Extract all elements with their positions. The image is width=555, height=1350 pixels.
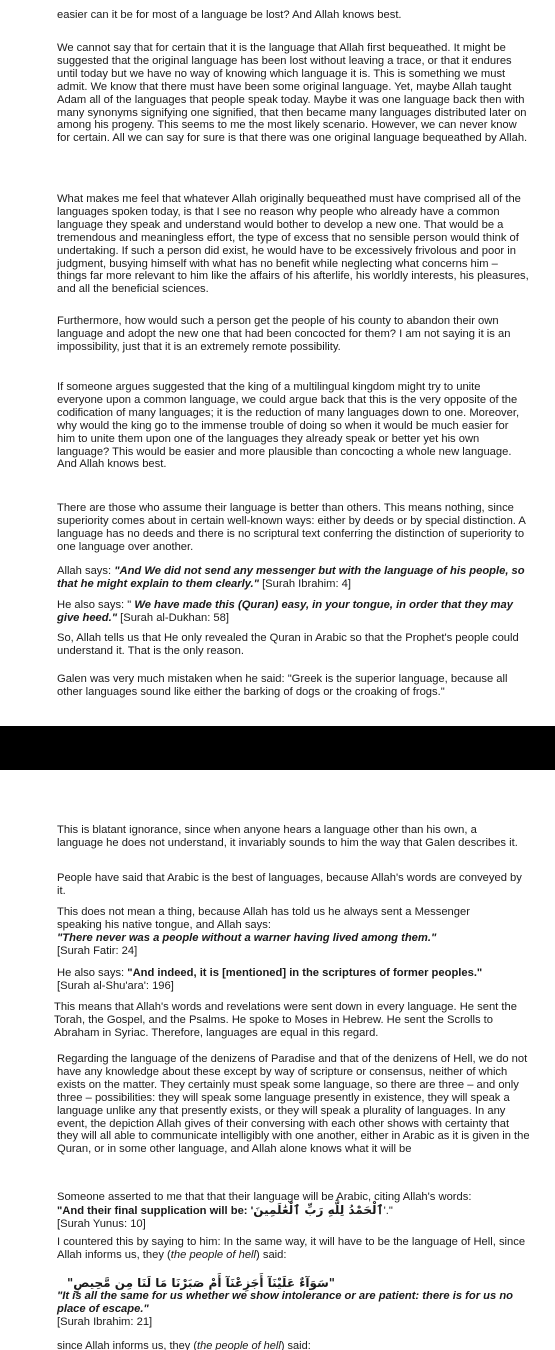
quote-reference: [Surah al-Dukhan: 58] <box>117 611 229 624</box>
reference-ibrahim: [Surah Ibrahim: 21] <box>57 1315 153 1328</box>
reference-shuara: [Surah al-Shu'ara': 196] <box>57 979 174 992</box>
paragraph-intro: I countered this by saying to him: In the same way, it will have to be the language of Hell, since Allah informs us, they ( <box>57 1236 526 1261</box>
paragraph-language-lost: easier can it be for most of a language be lost? And Allah knows best. <box>57 9 402 21</box>
cut-off-text: since Allah informs us, they ( <box>57 1340 198 1350</box>
paragraph-revelations-every-language: This means that Allah's words and revelations were sent down in every language. He sent the Torah, the Gospel, and the Psalms. He spoke to Moses in Hebrew. He sent the Scrolls to Abraham in Syriac. Therefore, languages are equal in this regard. <box>54 1001 517 1039</box>
paragraph-intro: This does not mean a thing, because Allah has told us he always sent a Messenger speaking his native tongue, and Allah says: <box>57 906 470 931</box>
paragraph-end: ) said: <box>256 1248 287 1261</box>
quote-reference: [Surah Ibrahim: 4] <box>258 577 351 590</box>
paragraph-all-languages: What makes me feel that whatever Allah originally bequeathed must have comprised all of the languages spoken today, is that I see no reason why people who already have a common language they speak and understand would bother to develop a new one. That would be a tremendous and meaningless effort, the type of excess that no sensible person would think of undertaking. If such a person did exist, he would have to be excessively frivolous and poor in judgment, busying himself with what has no benefit while neglecting what concerns him – things far more relevant to him like the affairs of his afterlife, his worldly interests, his pleasures, and all the beneficial sciences. <box>57 193 529 296</box>
quote-text: "And their final supplication will be: ' <box>57 1204 254 1217</box>
paragraph-allah-says-ibrahim-4 <box>57 565 529 591</box>
paragraph-original-language: We cannot say that for certain that it is the language that Allah first bequeathed. It might be suggested that the original language has been lost without leaving a trace, or that it endures until today but we have no way of knowing which language it is. This is something we must admit. We know that there must have been some original language. Yet, maybe Allah taught Adam all of the languages that people speak today. Maybe it was one language back then with many synonyms signifying one signified, that then became many languages distributed later on among his progeny. This seems to me the most likely scenario. However, we can never know for certain. All we can say for sure is that there was one original language bequeathed by Allah. <box>57 42 528 145</box>
arabic-verse-ibrahim: "سَوَآءٌ عَلَيْنَآ أَجَزِعْنَآ أَمْ صَبَرْنَا مَا لَنَا مِن مَّحِيصٍ" <box>67 1276 336 1290</box>
cut-off-line <box>57 1340 529 1350</box>
paragraph-intro: Someone asserted to me that that their language will be Arabic, citing Allah's words: <box>57 1191 472 1203</box>
quote-ibrahim: "It is all the same for us whether we show intolerance or are patient: there is for us no place of escape." <box>57 1289 514 1315</box>
cut-off-end: ) said: <box>280 1340 311 1350</box>
paragraph-dukhan-58 <box>57 599 529 625</box>
paragraph-arabic-paradise <box>57 1191 529 1231</box>
quote-yunus <box>57 1204 529 1218</box>
paragraph-galen: Galen was very much mistaken when he said: "Greek is the superior language, because all other languages sound like either the barking of dogs or the croaking of frogs." <box>57 673 508 698</box>
arabic-verse-yunus: ٱلْحَمْدُ لِلَّهِ رَبِّ ٱلْعَٰلَمِينَ <box>253 1202 384 1217</box>
reference-fatir: [Surah Fatir: 24] <box>57 944 138 957</box>
quote-text: We have made this (Quran) easy, in your tongue, in order that they may give heed." <box>57 599 513 624</box>
italic-people-of-hell: the people of hell <box>197 1340 281 1350</box>
paragraph-messenger-tongue <box>57 906 497 958</box>
page-break-bar <box>0 726 555 770</box>
page-bottom <box>0 770 555 1350</box>
paragraph-shuara <box>57 967 529 993</box>
reference-yunus: [Surah Yunus: 10] <box>57 1217 146 1230</box>
paragraph-ibrahim-21 <box>57 1277 529 1329</box>
paragraph-king-argument: If someone argues suggested that the king of a multilingual kingdom might try to unite everyone upon a common language, we could argue back that this is the very opposite of the codification of many languages; it is the reduction of many languages down to one. Moreover, why would the king go to the immense trouble of doing so when it would be much easier for him to unite them upon one of the languages they already speak or better yet his own language? This would be easier and more plausible than concocting a whole new language. And Allah knows best. <box>57 381 520 471</box>
quote-close: '." <box>383 1204 393 1217</box>
paragraph-quran-arabic: So, Allah tells us that He only revealed the Quran in Arabic so that the Prophet's people could understand it. That is the only reason. <box>57 632 519 657</box>
paragraph-paradise-hell: Regarding the language of the denizens of Paradise and that of the denizens of Hell, we do not have any knowledge about these except by way of scripture or consensus, neither of which exists on the matter. They certainly must speak some language, so there are three – and only three – possibilities: they will speak some language presently in existence, they will speak a language unlike any that presently exists, or they will speak a plurality of languages. In any event, the depiction Allah gives of their conversing with each other shows with certainty that they will all able to communicate intelligibly with one another, either in Arabic as it is given in the Quran, or in some other language, and Allah alone knows what it will be <box>57 1053 530 1156</box>
paragraph-superiority: There are those who assume their language is better than others. This means nothing, since superiority comes about in certain well-known ways: either by deeds or by special distinction. A language has no deeds and there is no scriptural text conferring the distinction of superiority to one language over another. <box>57 502 526 553</box>
paragraph-abandon-language: Furthermore, how would such a person get the people of his county to abandon their own language and adopt the new one that had been concocted for them? I am not saying it is an impossibility, just that it is an extremely remote possibility. <box>57 315 511 353</box>
quote-fatir: "There never was a people without a warner having lived among them." <box>57 931 437 944</box>
quote-intro: He also says: <box>57 967 128 979</box>
quote-shuara: "And indeed, it is [mentioned] in the scriptures of former peoples." <box>127 967 483 979</box>
quote-intro: Allah says: <box>57 565 115 577</box>
paragraph-arabic-best: People have said that Arabic is the best of languages, because Allah's words are conveyed by it. <box>57 872 522 897</box>
paragraph-blatant-ignorance: This is blatant ignorance, since when anyone hears a language other than his own, a language he does not understand, it invariably sounds to him the way that Galen describes it. <box>57 824 518 849</box>
paragraph-language-of-hell <box>57 1236 529 1262</box>
quote-text: "And We did not send any messenger but with the language of his people, so that he might explain to them clearly." <box>57 565 525 590</box>
quote-intro: He also says: " <box>57 599 132 611</box>
italic-people-of-hell: the people of hell <box>170 1248 257 1261</box>
